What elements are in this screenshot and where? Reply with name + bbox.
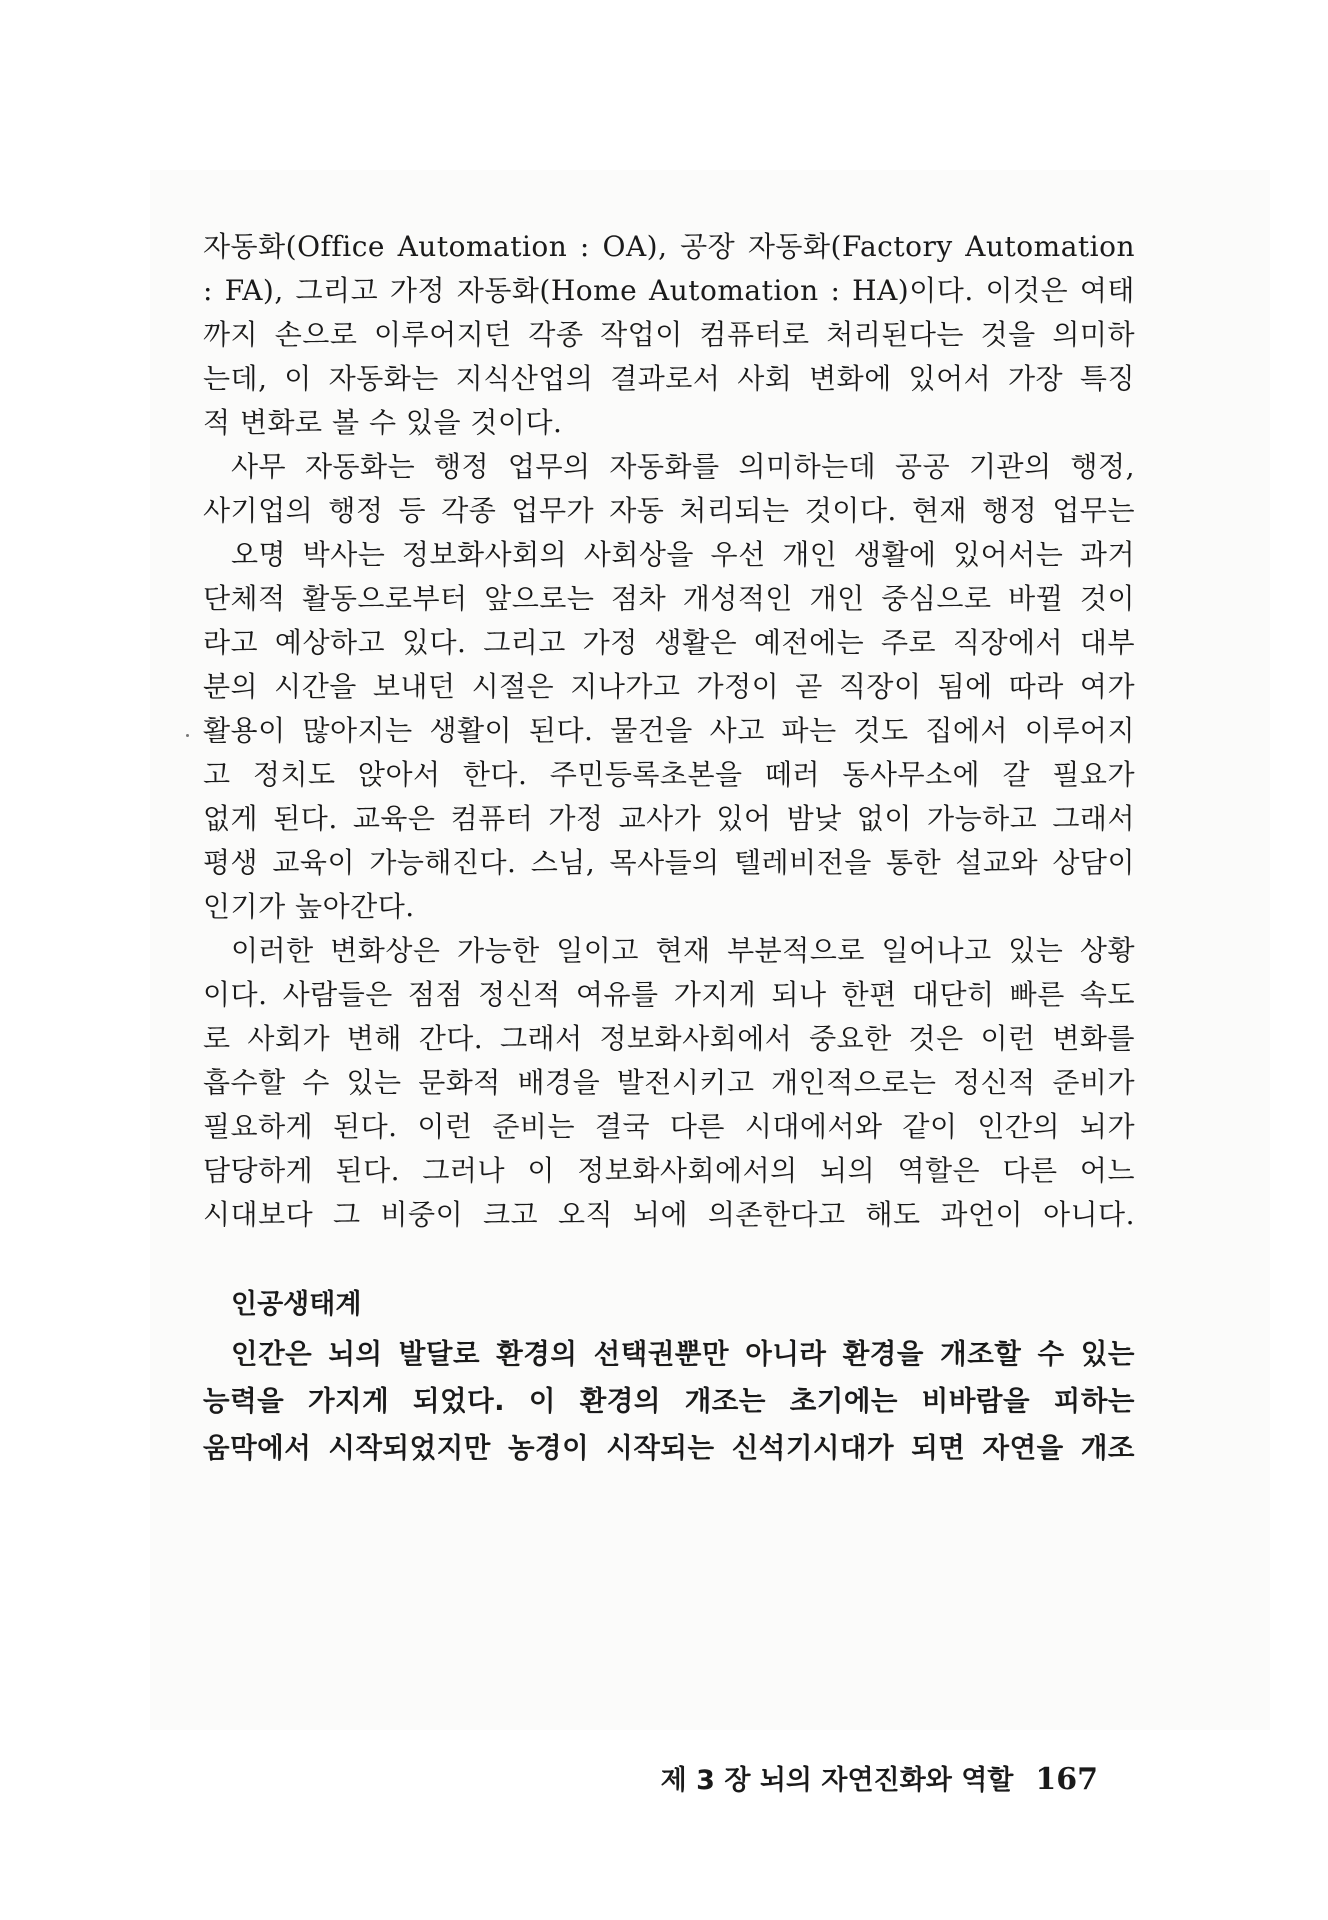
chapter-title: 제 3 장 뇌의 자연진화와 역할 [660, 1765, 1014, 1796]
text-line: 로 사회가 변해 간다. 그래서 정보화사회에서 중요한 것은 이런 변화를 [203, 1022, 1135, 1055]
text-line: 이러한 변화상은 가능한 일이고 현재 부분적으로 일어나고 있는 상황 [231, 934, 1135, 967]
text-line: 적 변화로 볼 수 있을 것이다. [203, 406, 563, 439]
text-line: 시대보다 그 비중이 크고 오직 뇌에 의존한다고 해도 과언이 아니다. [203, 1198, 1135, 1231]
text-line: 분의 시간을 보내던 시절은 지나가고 가정이 곧 직장이 됨에 따라 여가 [203, 670, 1135, 703]
text-line: 담당하게 된다. 그러나 이 정보화사회에서의 뇌의 역할은 다른 어느 [203, 1154, 1135, 1187]
text-line: 능력을 가지게 되었다. 이 환경의 개조는 초기에는 비바람을 피하는 [203, 1385, 1135, 1417]
text-line: 사기업의 행정 등 각종 업무가 자동 처리되는 것이다. 현재 행정 업무는 [203, 494, 1135, 527]
text-line: 라고 예상하고 있다. 그리고 가정 생활은 예전에는 주로 직장에서 대부 [203, 626, 1135, 659]
section-paragraph [203, 1331, 1135, 1472]
text-line: 흡수할 수 있는 문화적 배경을 발전시키고 개인적으로는 정신적 준비가 [203, 1066, 1135, 1099]
text-line: 인기가 높아간다. [203, 890, 415, 923]
section-artificial-ecosystem [203, 1283, 1135, 1472]
text-line: 필요하게 된다. 이런 준비는 결국 다른 시대에서와 같이 인간의 뇌가 [203, 1110, 1135, 1143]
paragraph-1 [203, 225, 1135, 445]
text-line: 자동화(Office Automation : OA), 공장 자동화(Factory Automation [203, 230, 1135, 263]
text-line: 오명 박사는 정보화사회의 사회상을 우선 개인 생활에 있어서는 과거 [231, 538, 1135, 571]
text-line: 없게 된다. 교육은 컴퓨터 가정 교사가 있어 밤낮 없이 가능하고 그래서 [203, 802, 1135, 835]
text-line: 평생 교육이 가능해진다. 스님, 목사들의 텔레비전을 통한 설교와 상담이 [203, 846, 1135, 879]
section-heading: 인공생태계 [231, 1289, 362, 1320]
page-footer [661, 1758, 1098, 1797]
text-line: : FA), 그리고 가정 자동화(Home Automation : HA)이다. 이것은 여태 [203, 274, 1135, 307]
text-line: 움막에서 시작되었지만 농경이 시작되는 신석기시대가 되면 자연을 개조 [203, 1432, 1135, 1464]
text-line: 단체적 활동으로부터 앞으로는 점차 개성적인 개인 중심으로 바뀔 것이 [203, 582, 1135, 615]
paragraph-3 [203, 533, 1135, 929]
text-line: 활용이 많아지는 생활이 된다. 물건을 사고 파는 것도 집에서 이루어지 [203, 714, 1135, 747]
text-line: 인간은 뇌의 발달로 환경의 선택권뿐만 아니라 환경을 개조할 수 있는 [231, 1338, 1135, 1370]
text-line: 고 정치도 앉아서 한다. 주민등록초본을 떼러 동사무소에 갈 필요가 [203, 758, 1135, 791]
text-line: 이다. 사람들은 점점 정신적 여유를 가지게 되나 한편 대단히 빠른 속도 [203, 978, 1135, 1011]
paragraph-4 [203, 929, 1135, 1237]
text-line: 사무 자동화는 행정 업무의 자동화를 의미하는데 공공 기관의 행정, [231, 450, 1135, 483]
page-number: 167 [1035, 1762, 1098, 1797]
scan-speck [186, 734, 189, 737]
paragraph-2 [203, 445, 1135, 533]
text-line: 까지 손으로 이루어지던 각종 작업이 컴퓨터로 처리된다는 것을 의미하 [203, 318, 1135, 351]
text-line: 는데, 이 자동화는 지식산업의 결과로서 사회 변화에 있어서 가장 특징 [203, 362, 1135, 395]
body-text [203, 225, 1135, 1472]
